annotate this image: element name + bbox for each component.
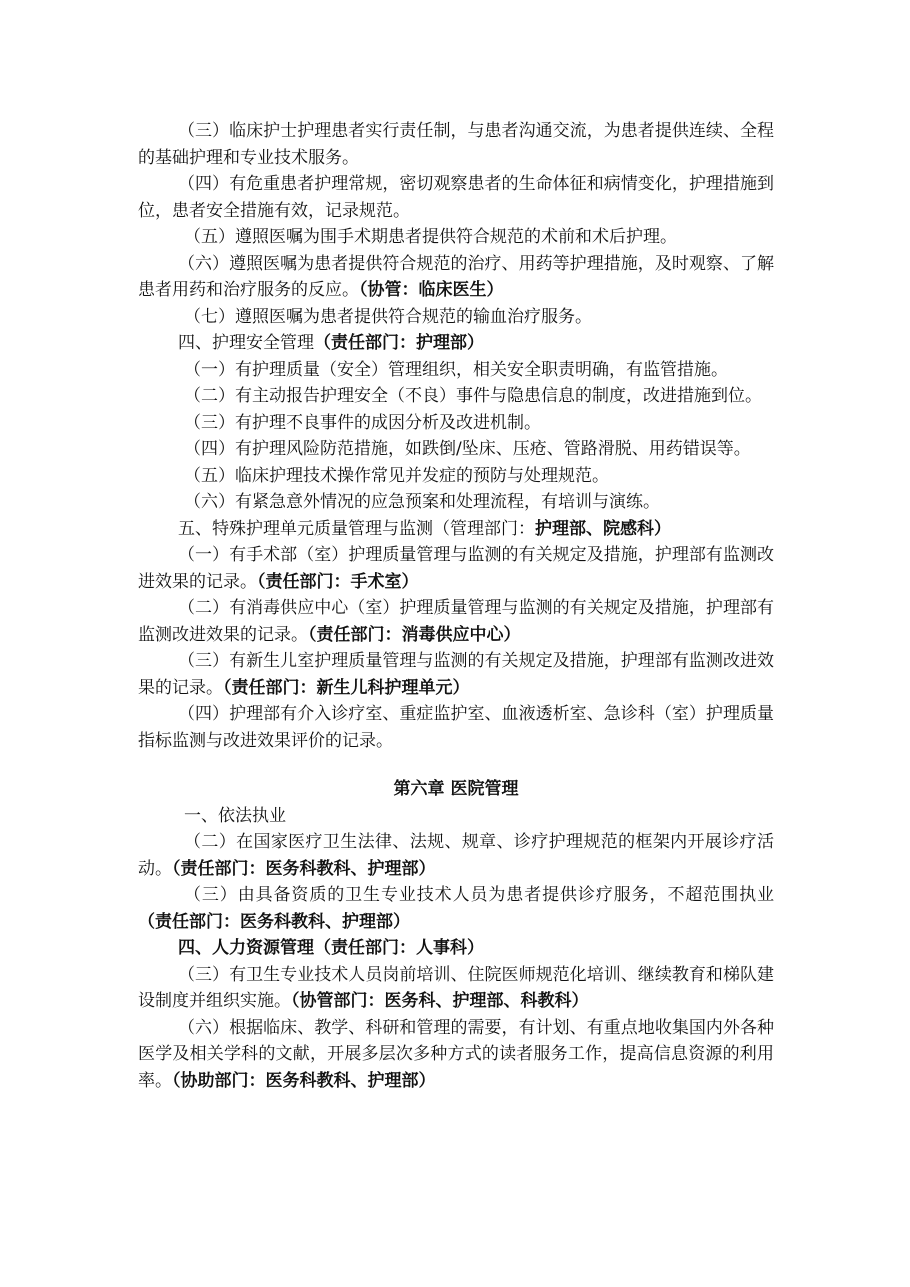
paragraph-nursing-responsibility: （三）临床护士护理患者实行责任制，与患者沟通交流，为患者提供连续、全程的基础护理和专业技术服务。 <box>138 121 774 168</box>
chapter-title: 第六章 医院管理 <box>393 779 519 799</box>
paragraph-operating-room: （一）有手术部（室）护理质量管理与监测的有关规定及措施，护理部有监测改进效果的记录。（责任部门：手术室） <box>138 545 774 592</box>
paragraph-emergency-plan: （六）有紧急意外情况的应急预案和处理流程，有培训与演练。 <box>184 492 660 512</box>
assist-note: （协管：临床医生） <box>359 280 504 300</box>
responsible-dept: （责任部门：消毒供应中心） <box>308 624 521 645</box>
document-page <box>138 118 774 1094</box>
paragraph-legal-framework: （二）在国家医疗卫生法律、法规、规章、诊疗护理规范的框架内开展诊疗活动。（责任部门：医务科教科、护理部） <box>138 832 774 879</box>
paragraph-neonatal: （三）有新生儿室护理质量管理与监测的有关规定及措施，护理部有监测改进效果的记录。（责任部门：新生儿科护理单元） <box>138 651 774 698</box>
paragraph-training: （三）有卫生专业技术人员岗前培训、住院医师规范化培训、继续教育和梯队建设制度并组织实施。（协管部门：医务科、护理部、科教科） <box>138 964 774 1011</box>
paragraph-sterile-supply: （二）有消毒供应中心（室）护理质量管理与监测的有关规定及措施，护理部有监测改进效果的记录。（责任部门：消毒供应中心） <box>138 598 774 645</box>
paragraph-qualified-staff: （三）由具备资质的卫生专业技术人员为患者提供诊疗服务，不超范围执业（责任部门：医务科教科、护理部） <box>138 885 774 932</box>
paragraph-literature: （六）根据临床、教学、科研和管理的需要，有计划、有重点地收集国内外各种医学及相关学科的文献，开展多层次多种方式的读者服务工作，提高信息资源的利用率。（协助部门：医务科教科、护理部） <box>138 1017 774 1091</box>
section-legal-practice: 一、依法执业 <box>184 805 286 826</box>
assist-dept: （协管部门：医务科、护理部、科教科） <box>291 991 589 1011</box>
paragraph-quality-indicators: （四）护理部有介入诊疗室、重症监护室、血液透析室、急诊科（室）护理质量指标监测与改进效果评价的记录。 <box>138 704 774 751</box>
managing-dept: 护理部、院感科） <box>535 518 671 539</box>
responsible-dept: （责任部门：医务科教科、护理部） <box>172 858 436 879</box>
section-human-resources <box>138 935 774 962</box>
section-special-units: 五、特殊护理单元质量管理与监测（管理部门：护理部、院感科） <box>178 518 671 539</box>
paragraph-critical-care: （四）有危重患者护理常规，密切观察患者的生命体征和病情变化，护理措施到位，患者安全措施有效，记录规范。 <box>138 174 774 221</box>
responsible-dept: （责任部门：新生儿科护理单元） <box>223 677 470 698</box>
paragraph-transfusion: （七）遵照医嘱为患者提供符合规范的输血治疗服务。 <box>184 306 592 327</box>
paragraph-quality-org: （一）有护理质量（安全）管理组织，相关安全职责明确，有监管措施。 <box>184 359 728 380</box>
section-heading-bold: 四、人力资源管理（责任部门：人事科） <box>178 938 484 958</box>
assist-dept: （协助部门：医务科教科、护理部） <box>172 1070 436 1091</box>
responsible-dept: （责任部门：手术室） <box>257 571 419 592</box>
paragraph-complications: （五）临床护理技术操作常见并发症的预防与处理规范。 <box>184 465 609 486</box>
paragraph-risk-prevention: （四）有护理风险防范措施，如跌倒/坠床、压疮、管路滑脱、用药错误等。 <box>184 439 751 459</box>
responsible-dept: （责任部门：护理部） <box>314 333 484 353</box>
section-nursing-safety: 四、护理安全管理（责任部门：护理部） <box>178 333 484 353</box>
paragraph-medication: （六）遵照医嘱为患者提供符合规范的治疗、用药等护理措施，及时观察、了解患者用药和治疗服务的反应。（协管：临床医生） <box>138 253 774 300</box>
paragraph-cause-analysis: （三）有护理不良事件的成因分析及改进机制。 <box>184 412 541 433</box>
paragraph-perioperative: （五）遵照医嘱为围手术期患者提供符合规范的术前和术后护理。 <box>184 227 677 247</box>
paragraph-adverse-report: （二）有主动报告护理安全（不良）事件与隐患信息的制度，改进措施到位。 <box>184 386 762 406</box>
responsible-dept: （责任部门：医务科教科、护理部） <box>138 911 410 932</box>
